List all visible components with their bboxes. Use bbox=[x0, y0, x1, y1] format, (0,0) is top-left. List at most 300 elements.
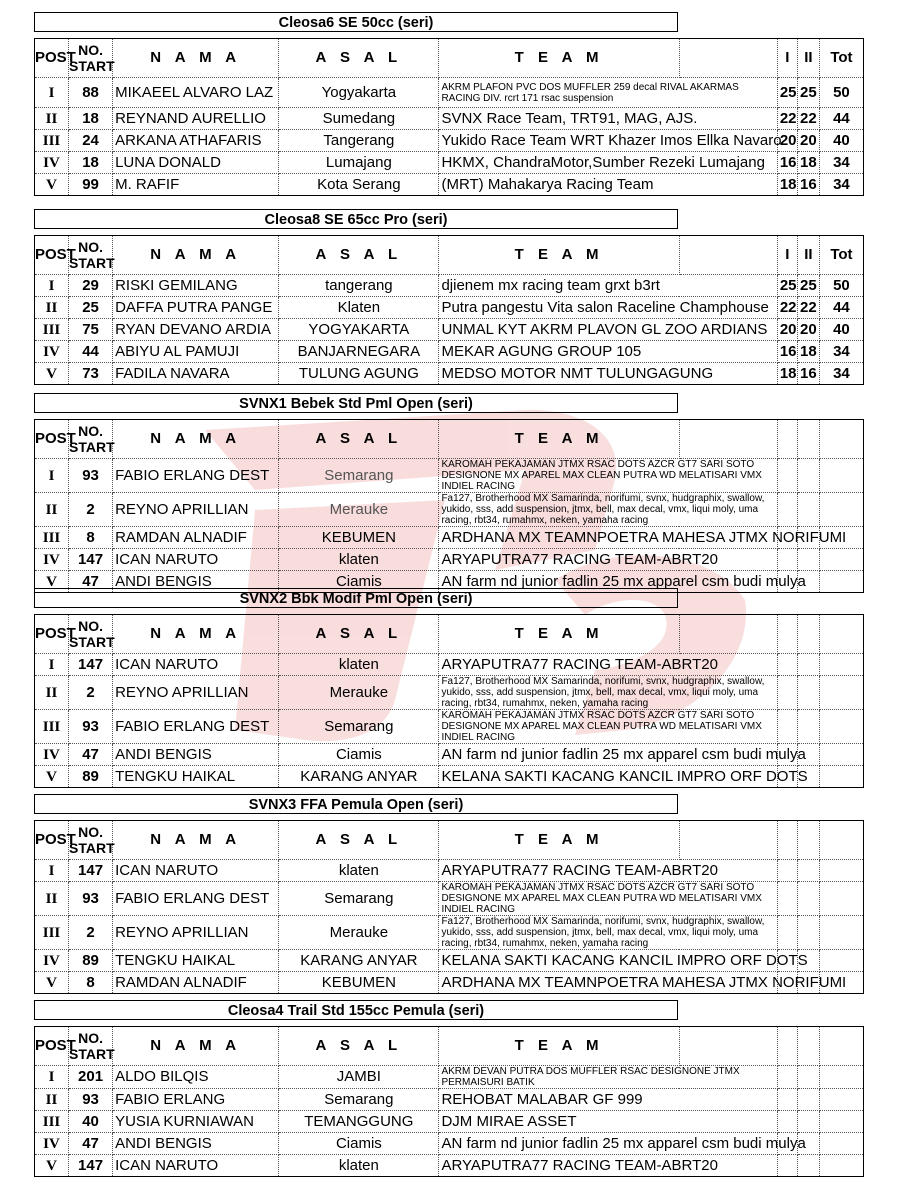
header-blank bbox=[679, 236, 777, 275]
start-number-cell: 147 bbox=[69, 1155, 113, 1177]
rider-name-cell: LUNA DONALD bbox=[113, 152, 279, 174]
total-cell: 40 bbox=[819, 319, 863, 341]
position-cell: V bbox=[35, 571, 69, 593]
origin-cell: Sumedang bbox=[279, 108, 439, 130]
header-pos: POST bbox=[35, 420, 69, 459]
header-round-2: II bbox=[797, 39, 819, 78]
origin-cell: Ciamis bbox=[279, 571, 439, 593]
header-asal: A S A L bbox=[279, 1027, 439, 1066]
position-cell: IV bbox=[35, 549, 69, 571]
team-cell: AN farm nd junior fadlin 25 mx apparel csm budi mulya bbox=[439, 1133, 777, 1155]
total-cell bbox=[819, 1155, 863, 1177]
origin-cell: Merauke bbox=[279, 493, 439, 527]
position-cell: II bbox=[35, 108, 69, 130]
rider-name-cell: FABIO ERLANG bbox=[113, 1089, 279, 1111]
table-row bbox=[35, 549, 864, 571]
header-pos: POST bbox=[35, 39, 69, 78]
header-round-1: I bbox=[777, 236, 797, 275]
header-nama: N A M A bbox=[113, 1027, 279, 1066]
total-cell bbox=[819, 1089, 863, 1111]
origin-cell: klaten bbox=[279, 1155, 439, 1177]
header-total bbox=[819, 1027, 863, 1066]
round-1-cell bbox=[777, 676, 797, 710]
start-number-cell: 8 bbox=[69, 527, 113, 549]
team-cell: HKMX, ChandraMotor,Sumber Rezeki Lumajang bbox=[439, 152, 777, 174]
header-total bbox=[819, 420, 863, 459]
position-cell: IV bbox=[35, 950, 69, 972]
total-cell: 34 bbox=[819, 341, 863, 363]
category-title: Cleosa4 Trail Std 155cc Pemula (seri) bbox=[34, 1000, 678, 1020]
team-cell: REHOBAT MALABAR GF 999 bbox=[439, 1089, 777, 1111]
table-row bbox=[35, 130, 864, 152]
position-cell: II bbox=[35, 493, 69, 527]
position-cell: II bbox=[35, 1089, 69, 1111]
total-cell: 50 bbox=[819, 275, 863, 297]
round-1-cell bbox=[777, 882, 797, 916]
rider-name-cell: ANDI BENGIS bbox=[113, 744, 279, 766]
team-cell: ARYAPUTRA77 RACING TEAM-ABRT20 bbox=[439, 1155, 777, 1177]
header-round-1 bbox=[777, 420, 797, 459]
origin-cell: BANJARNEGARA bbox=[279, 341, 439, 363]
start-number-cell: 8 bbox=[69, 972, 113, 994]
header-total: Tot bbox=[819, 236, 863, 275]
rider-name-cell: YUSIA KURNIAWAN bbox=[113, 1111, 279, 1133]
origin-cell: Ciamis bbox=[279, 744, 439, 766]
start-number-cell: 99 bbox=[69, 174, 113, 196]
round-2-cell bbox=[797, 1155, 819, 1177]
round-1-cell bbox=[777, 459, 797, 493]
start-number-cell: 75 bbox=[69, 319, 113, 341]
round-1-cell: 20 bbox=[777, 319, 797, 341]
round-2-cell bbox=[797, 916, 819, 950]
round-2-cell bbox=[797, 860, 819, 882]
origin-cell: Semarang bbox=[279, 459, 439, 493]
start-number-cell: 2 bbox=[69, 493, 113, 527]
rider-name-cell: REYNO APRILLIAN bbox=[113, 676, 279, 710]
table-row bbox=[35, 882, 864, 916]
team-cell: ARYAPUTRA77 RACING TEAM-ABRT20 bbox=[439, 549, 777, 571]
start-number-cell: 89 bbox=[69, 766, 113, 788]
start-number-cell: 147 bbox=[69, 654, 113, 676]
total-cell bbox=[819, 459, 863, 493]
round-1-cell bbox=[777, 654, 797, 676]
header-nama: N A M A bbox=[113, 39, 279, 78]
total-cell bbox=[819, 860, 863, 882]
start-number-cell: 29 bbox=[69, 275, 113, 297]
header-pos: POST bbox=[35, 615, 69, 654]
position-cell: V bbox=[35, 972, 69, 994]
position-cell: I bbox=[35, 860, 69, 882]
round-1-cell: 22 bbox=[777, 297, 797, 319]
total-cell bbox=[819, 493, 863, 527]
position-cell: V bbox=[35, 174, 69, 196]
table-row bbox=[35, 1155, 864, 1177]
team-cell: AKRM PLAFON PVC DOS MUFFLER 259 decal RIVAL AKARMAS RACING DIV. rcrt 171 rsac suspension bbox=[439, 78, 777, 108]
rider-name-cell: MIKAEEL ALVARO LAZ bbox=[113, 78, 279, 108]
header-blank bbox=[679, 39, 777, 78]
round-2-cell: 16 bbox=[797, 174, 819, 196]
table-row bbox=[35, 319, 864, 341]
header-no-start: NO. START bbox=[69, 821, 113, 860]
rider-name-cell: TENGKU HAIKAL bbox=[113, 950, 279, 972]
position-cell: III bbox=[35, 916, 69, 950]
start-number-cell: 18 bbox=[69, 152, 113, 174]
start-number-cell: 147 bbox=[69, 860, 113, 882]
start-number-cell: 2 bbox=[69, 676, 113, 710]
table-row bbox=[35, 916, 864, 950]
total-cell bbox=[819, 950, 863, 972]
table-row bbox=[35, 78, 864, 108]
start-number-cell: 89 bbox=[69, 950, 113, 972]
position-cell: IV bbox=[35, 152, 69, 174]
start-number-cell: 40 bbox=[69, 1111, 113, 1133]
results-table bbox=[34, 235, 864, 385]
round-2-cell bbox=[797, 459, 819, 493]
results-table bbox=[34, 820, 864, 994]
origin-cell: JAMBI bbox=[279, 1066, 439, 1089]
total-cell: 50 bbox=[819, 78, 863, 108]
table-row bbox=[35, 654, 864, 676]
start-number-cell: 93 bbox=[69, 1089, 113, 1111]
start-number-cell: 93 bbox=[69, 882, 113, 916]
total-cell bbox=[819, 744, 863, 766]
start-number-cell: 47 bbox=[69, 744, 113, 766]
position-cell: V bbox=[35, 766, 69, 788]
table-header-row bbox=[35, 420, 864, 459]
header-nama: N A M A bbox=[113, 821, 279, 860]
start-number-cell: 201 bbox=[69, 1066, 113, 1089]
team-cell: Fa127, Brotherhood MX Samarinda, norifumi, svnx, hudgraphix, swallow, yukido, sss, add suspension, jtmx, bell, max decal, vmx, liqui moly, uma racing, rbt34, rumahmx, neken, yamaha racing bbox=[439, 493, 777, 527]
origin-cell: tangerang bbox=[279, 275, 439, 297]
header-blank bbox=[679, 420, 777, 459]
rider-name-cell: RAMDAN ALNADIF bbox=[113, 972, 279, 994]
position-cell: V bbox=[35, 363, 69, 385]
results-table bbox=[34, 38, 864, 196]
round-2-cell bbox=[797, 493, 819, 527]
round-1-cell bbox=[777, 710, 797, 744]
origin-cell: TULUNG AGUNG bbox=[279, 363, 439, 385]
origin-cell: Ciamis bbox=[279, 1133, 439, 1155]
header-round-2 bbox=[797, 420, 819, 459]
header-round-1 bbox=[777, 1027, 797, 1066]
position-cell: II bbox=[35, 297, 69, 319]
category-title: SVNX2 Bbk Modif Pml Open (seri) bbox=[34, 588, 678, 608]
origin-cell: klaten bbox=[279, 860, 439, 882]
position-cell: IV bbox=[35, 1133, 69, 1155]
header-round-1: I bbox=[777, 39, 797, 78]
team-cell: ARDHANA MX TEAMNPOETRA MAHESA JTMX NORIFUMI bbox=[439, 972, 777, 994]
round-1-cell bbox=[777, 549, 797, 571]
team-cell: AN farm nd junior fadlin 25 mx apparel csm budi mulya bbox=[439, 744, 777, 766]
category-title: Cleosa6 SE 50cc (seri) bbox=[34, 12, 678, 32]
rider-name-cell: ALDO BILQIS bbox=[113, 1066, 279, 1089]
round-1-cell: 20 bbox=[777, 130, 797, 152]
header-no-start: NO. START bbox=[69, 39, 113, 78]
rider-name-cell: FABIO ERLANG DEST bbox=[113, 710, 279, 744]
round-2-cell: 20 bbox=[797, 319, 819, 341]
table-row bbox=[35, 459, 864, 493]
total-cell bbox=[819, 916, 863, 950]
team-cell: Putra pangestu Vita salon Raceline Champhouse bbox=[439, 297, 777, 319]
rider-name-cell: ICAN NARUTO bbox=[113, 549, 279, 571]
table-row bbox=[35, 766, 864, 788]
position-cell: II bbox=[35, 676, 69, 710]
round-2-cell: 18 bbox=[797, 341, 819, 363]
total-cell bbox=[819, 654, 863, 676]
header-total: Tot bbox=[819, 39, 863, 78]
round-1-cell bbox=[777, 1111, 797, 1133]
header-round-2 bbox=[797, 615, 819, 654]
position-cell: I bbox=[35, 459, 69, 493]
rider-name-cell: DAFFA PUTRA PANGE bbox=[113, 297, 279, 319]
header-blank bbox=[679, 1027, 777, 1066]
rider-name-cell: FABIO ERLANG DEST bbox=[113, 459, 279, 493]
team-cell: ARDHANA MX TEAMNPOETRA MAHESA JTMX NORIFUMI bbox=[439, 527, 777, 549]
origin-cell: YOGYAKARTA bbox=[279, 319, 439, 341]
total-cell: 40 bbox=[819, 130, 863, 152]
total-cell bbox=[819, 571, 863, 593]
start-number-cell: 88 bbox=[69, 78, 113, 108]
team-cell: Fa127, Brotherhood MX Samarinda, norifumi, svnx, hudgraphix, swallow, yukido, sss, add suspension, jtmx, bell, max decal, vmx, liqui moly, uma racing, rbt34, rumahmx, neken, yamaha racing bbox=[439, 916, 777, 950]
round-1-cell bbox=[777, 1155, 797, 1177]
team-cell: ARYAPUTRA77 RACING TEAM-ABRT20 bbox=[439, 654, 777, 676]
round-2-cell bbox=[797, 549, 819, 571]
round-2-cell bbox=[797, 710, 819, 744]
round-2-cell: 22 bbox=[797, 108, 819, 130]
table-header-row bbox=[35, 236, 864, 275]
team-cell: SVNX Race Team, TRT91, MAG, AJS. bbox=[439, 108, 777, 130]
header-blank bbox=[679, 821, 777, 860]
team-cell: AN farm nd junior fadlin 25 mx apparel csm budi mulya bbox=[439, 571, 777, 593]
position-cell: III bbox=[35, 319, 69, 341]
position-cell: III bbox=[35, 130, 69, 152]
origin-cell: Klaten bbox=[279, 297, 439, 319]
origin-cell: TEMANGGUNG bbox=[279, 1111, 439, 1133]
table-row bbox=[35, 174, 864, 196]
category-title: SVNX3 FFA Pemula Open (seri) bbox=[34, 794, 678, 814]
position-cell: V bbox=[35, 1155, 69, 1177]
position-cell: I bbox=[35, 275, 69, 297]
team-cell: AKRM DEVAN PUTRA DOS MUFFLER RSAC DESIGNONE JTMX PERMAISURI BATIK bbox=[439, 1066, 777, 1089]
round-1-cell: 22 bbox=[777, 108, 797, 130]
origin-cell: Yogyakarta bbox=[279, 78, 439, 108]
table-row bbox=[35, 527, 864, 549]
start-number-cell: 93 bbox=[69, 459, 113, 493]
table-row bbox=[35, 493, 864, 527]
round-2-cell bbox=[797, 882, 819, 916]
team-cell: DJM MIRAE ASSET bbox=[439, 1111, 777, 1133]
table-row bbox=[35, 950, 864, 972]
round-2-cell bbox=[797, 676, 819, 710]
round-2-cell bbox=[797, 654, 819, 676]
start-number-cell: 44 bbox=[69, 341, 113, 363]
position-cell: IV bbox=[35, 341, 69, 363]
table-row bbox=[35, 1111, 864, 1133]
header-team: T E A M bbox=[439, 420, 679, 459]
table-row bbox=[35, 860, 864, 882]
table-header-row bbox=[35, 1027, 864, 1066]
start-number-cell: 73 bbox=[69, 363, 113, 385]
total-cell bbox=[819, 882, 863, 916]
table-row bbox=[35, 275, 864, 297]
header-round-1 bbox=[777, 821, 797, 860]
header-no-start: NO. START bbox=[69, 615, 113, 654]
results-table bbox=[34, 1026, 864, 1177]
table-row bbox=[35, 108, 864, 130]
header-round-2 bbox=[797, 821, 819, 860]
table-row bbox=[35, 152, 864, 174]
header-no-start: NO. START bbox=[69, 1027, 113, 1066]
header-asal: A S A L bbox=[279, 39, 439, 78]
total-cell bbox=[819, 549, 863, 571]
round-1-cell bbox=[777, 1066, 797, 1089]
rider-name-cell: ICAN NARUTO bbox=[113, 654, 279, 676]
header-asal: A S A L bbox=[279, 615, 439, 654]
origin-cell: Tangerang bbox=[279, 130, 439, 152]
table-row bbox=[35, 710, 864, 744]
origin-cell: Merauke bbox=[279, 676, 439, 710]
rider-name-cell: REYNAND AURELLIO bbox=[113, 108, 279, 130]
round-2-cell: 16 bbox=[797, 363, 819, 385]
total-cell: 44 bbox=[819, 108, 863, 130]
round-1-cell: 16 bbox=[777, 341, 797, 363]
position-cell: III bbox=[35, 1111, 69, 1133]
origin-cell: Semarang bbox=[279, 710, 439, 744]
header-team: T E A M bbox=[439, 39, 679, 78]
rider-name-cell: ARKANA ATHAFARIS bbox=[113, 130, 279, 152]
header-total bbox=[819, 615, 863, 654]
round-2-cell: 22 bbox=[797, 297, 819, 319]
header-team: T E A M bbox=[439, 1027, 679, 1066]
results-table bbox=[34, 419, 864, 593]
round-1-cell: 25 bbox=[777, 275, 797, 297]
start-number-cell: 47 bbox=[69, 1133, 113, 1155]
table-row bbox=[35, 1066, 864, 1089]
rider-name-cell: M. RAFIF bbox=[113, 174, 279, 196]
header-pos: POST bbox=[35, 821, 69, 860]
rider-name-cell: ABIYU AL PAMUJI bbox=[113, 341, 279, 363]
total-cell bbox=[819, 766, 863, 788]
position-cell: II bbox=[35, 882, 69, 916]
team-cell: Fa127, Brotherhood MX Samarinda, norifumi, svnx, hudgraphix, swallow, yukido, sss, add suspension, jtmx, bell, max decal, vmx, liqui moly, uma racing, rbt34, rumahmx, neken, yamaha racing bbox=[439, 676, 777, 710]
table-row bbox=[35, 1089, 864, 1111]
round-1-cell: 16 bbox=[777, 152, 797, 174]
table-header-row bbox=[35, 821, 864, 860]
position-cell: IV bbox=[35, 744, 69, 766]
team-cell: KAROMAH PEKAJAMAN JTMX RSAC DOTS AZCR GT7 SARI SOTO DESIGNONE MX APAREL MAX CLEAN PUTRA WD MELATISARI VMX INDIEL RACING bbox=[439, 710, 777, 744]
rider-name-cell: TENGKU HAIKAL bbox=[113, 766, 279, 788]
round-1-cell bbox=[777, 916, 797, 950]
start-number-cell: 47 bbox=[69, 571, 113, 593]
round-1-cell bbox=[777, 493, 797, 527]
round-1-cell: 25 bbox=[777, 78, 797, 108]
round-2-cell: 20 bbox=[797, 130, 819, 152]
table-row bbox=[35, 972, 864, 994]
position-cell: III bbox=[35, 710, 69, 744]
rider-name-cell: RAMDAN ALNADIF bbox=[113, 527, 279, 549]
round-2-cell: 18 bbox=[797, 152, 819, 174]
team-cell: (MRT) Mahakarya Racing Team bbox=[439, 174, 777, 196]
position-cell: I bbox=[35, 1066, 69, 1089]
total-cell: 44 bbox=[819, 297, 863, 319]
position-cell: I bbox=[35, 654, 69, 676]
total-cell: 34 bbox=[819, 152, 863, 174]
table-row bbox=[35, 341, 864, 363]
origin-cell: KARANG ANYAR bbox=[279, 766, 439, 788]
origin-cell: KEBUMEN bbox=[279, 527, 439, 549]
origin-cell: Semarang bbox=[279, 1089, 439, 1111]
round-1-cell: 18 bbox=[777, 174, 797, 196]
origin-cell: Merauke bbox=[279, 916, 439, 950]
rider-name-cell: ANDI BENGIS bbox=[113, 571, 279, 593]
round-2-cell bbox=[797, 1111, 819, 1133]
start-number-cell: 147 bbox=[69, 549, 113, 571]
header-no-start: NO. START bbox=[69, 236, 113, 275]
round-1-cell bbox=[777, 1089, 797, 1111]
round-1-cell: 18 bbox=[777, 363, 797, 385]
round-2-cell bbox=[797, 1066, 819, 1089]
round-2-cell: 25 bbox=[797, 78, 819, 108]
rider-name-cell: ICAN NARUTO bbox=[113, 860, 279, 882]
start-number-cell: 24 bbox=[69, 130, 113, 152]
header-blank bbox=[679, 615, 777, 654]
rider-name-cell: ICAN NARUTO bbox=[113, 1155, 279, 1177]
origin-cell: Kota Serang bbox=[279, 174, 439, 196]
total-cell bbox=[819, 1133, 863, 1155]
header-team: T E A M bbox=[439, 236, 679, 275]
rider-name-cell: FADILA NAVARA bbox=[113, 363, 279, 385]
results-table bbox=[34, 614, 864, 788]
header-asal: A S A L bbox=[279, 236, 439, 275]
start-number-cell: 25 bbox=[69, 297, 113, 319]
header-no-start: NO. START bbox=[69, 420, 113, 459]
table-header-row bbox=[35, 39, 864, 78]
team-cell: djienem mx racing team grxt b3rt bbox=[439, 275, 777, 297]
rider-name-cell: REYNO APRILLIAN bbox=[113, 493, 279, 527]
position-cell: III bbox=[35, 527, 69, 549]
total-cell: 34 bbox=[819, 363, 863, 385]
team-cell: KELANA SAKTI KACANG KANCIL IMPRO ORF DOTS bbox=[439, 766, 777, 788]
origin-cell: klaten bbox=[279, 549, 439, 571]
table-row bbox=[35, 363, 864, 385]
table-header-row bbox=[35, 615, 864, 654]
total-cell bbox=[819, 1111, 863, 1133]
team-cell: MEDSO MOTOR NMT TULUNGAGUNG bbox=[439, 363, 777, 385]
header-round-2 bbox=[797, 1027, 819, 1066]
header-pos: POST bbox=[35, 236, 69, 275]
start-number-cell: 18 bbox=[69, 108, 113, 130]
round-2-cell bbox=[797, 1089, 819, 1111]
team-cell: ARYAPUTRA77 RACING TEAM-ABRT20 bbox=[439, 860, 777, 882]
team-cell: KAROMAH PEKAJAMAN JTMX RSAC DOTS AZCR GT7 SARI SOTO DESIGNONE MX APAREL MAX CLEAN PUTRA WD MELATISARI VMX INDIEL RACING bbox=[439, 459, 777, 493]
header-nama: N A M A bbox=[113, 615, 279, 654]
round-1-cell bbox=[777, 860, 797, 882]
origin-cell: klaten bbox=[279, 654, 439, 676]
header-total bbox=[819, 821, 863, 860]
total-cell bbox=[819, 1066, 863, 1089]
header-round-2: II bbox=[797, 236, 819, 275]
header-round-1 bbox=[777, 615, 797, 654]
header-pos: POST bbox=[35, 1027, 69, 1066]
rider-name-cell: RISKI GEMILANG bbox=[113, 275, 279, 297]
origin-cell: Lumajang bbox=[279, 152, 439, 174]
team-cell: MEKAR AGUNG GROUP 105 bbox=[439, 341, 777, 363]
start-number-cell: 2 bbox=[69, 916, 113, 950]
table-row bbox=[35, 744, 864, 766]
team-cell: Yukido Race Team WRT Khazer Imos Ellka Navaro bbox=[439, 130, 777, 152]
header-team: T E A M bbox=[439, 615, 679, 654]
header-asal: A S A L bbox=[279, 420, 439, 459]
